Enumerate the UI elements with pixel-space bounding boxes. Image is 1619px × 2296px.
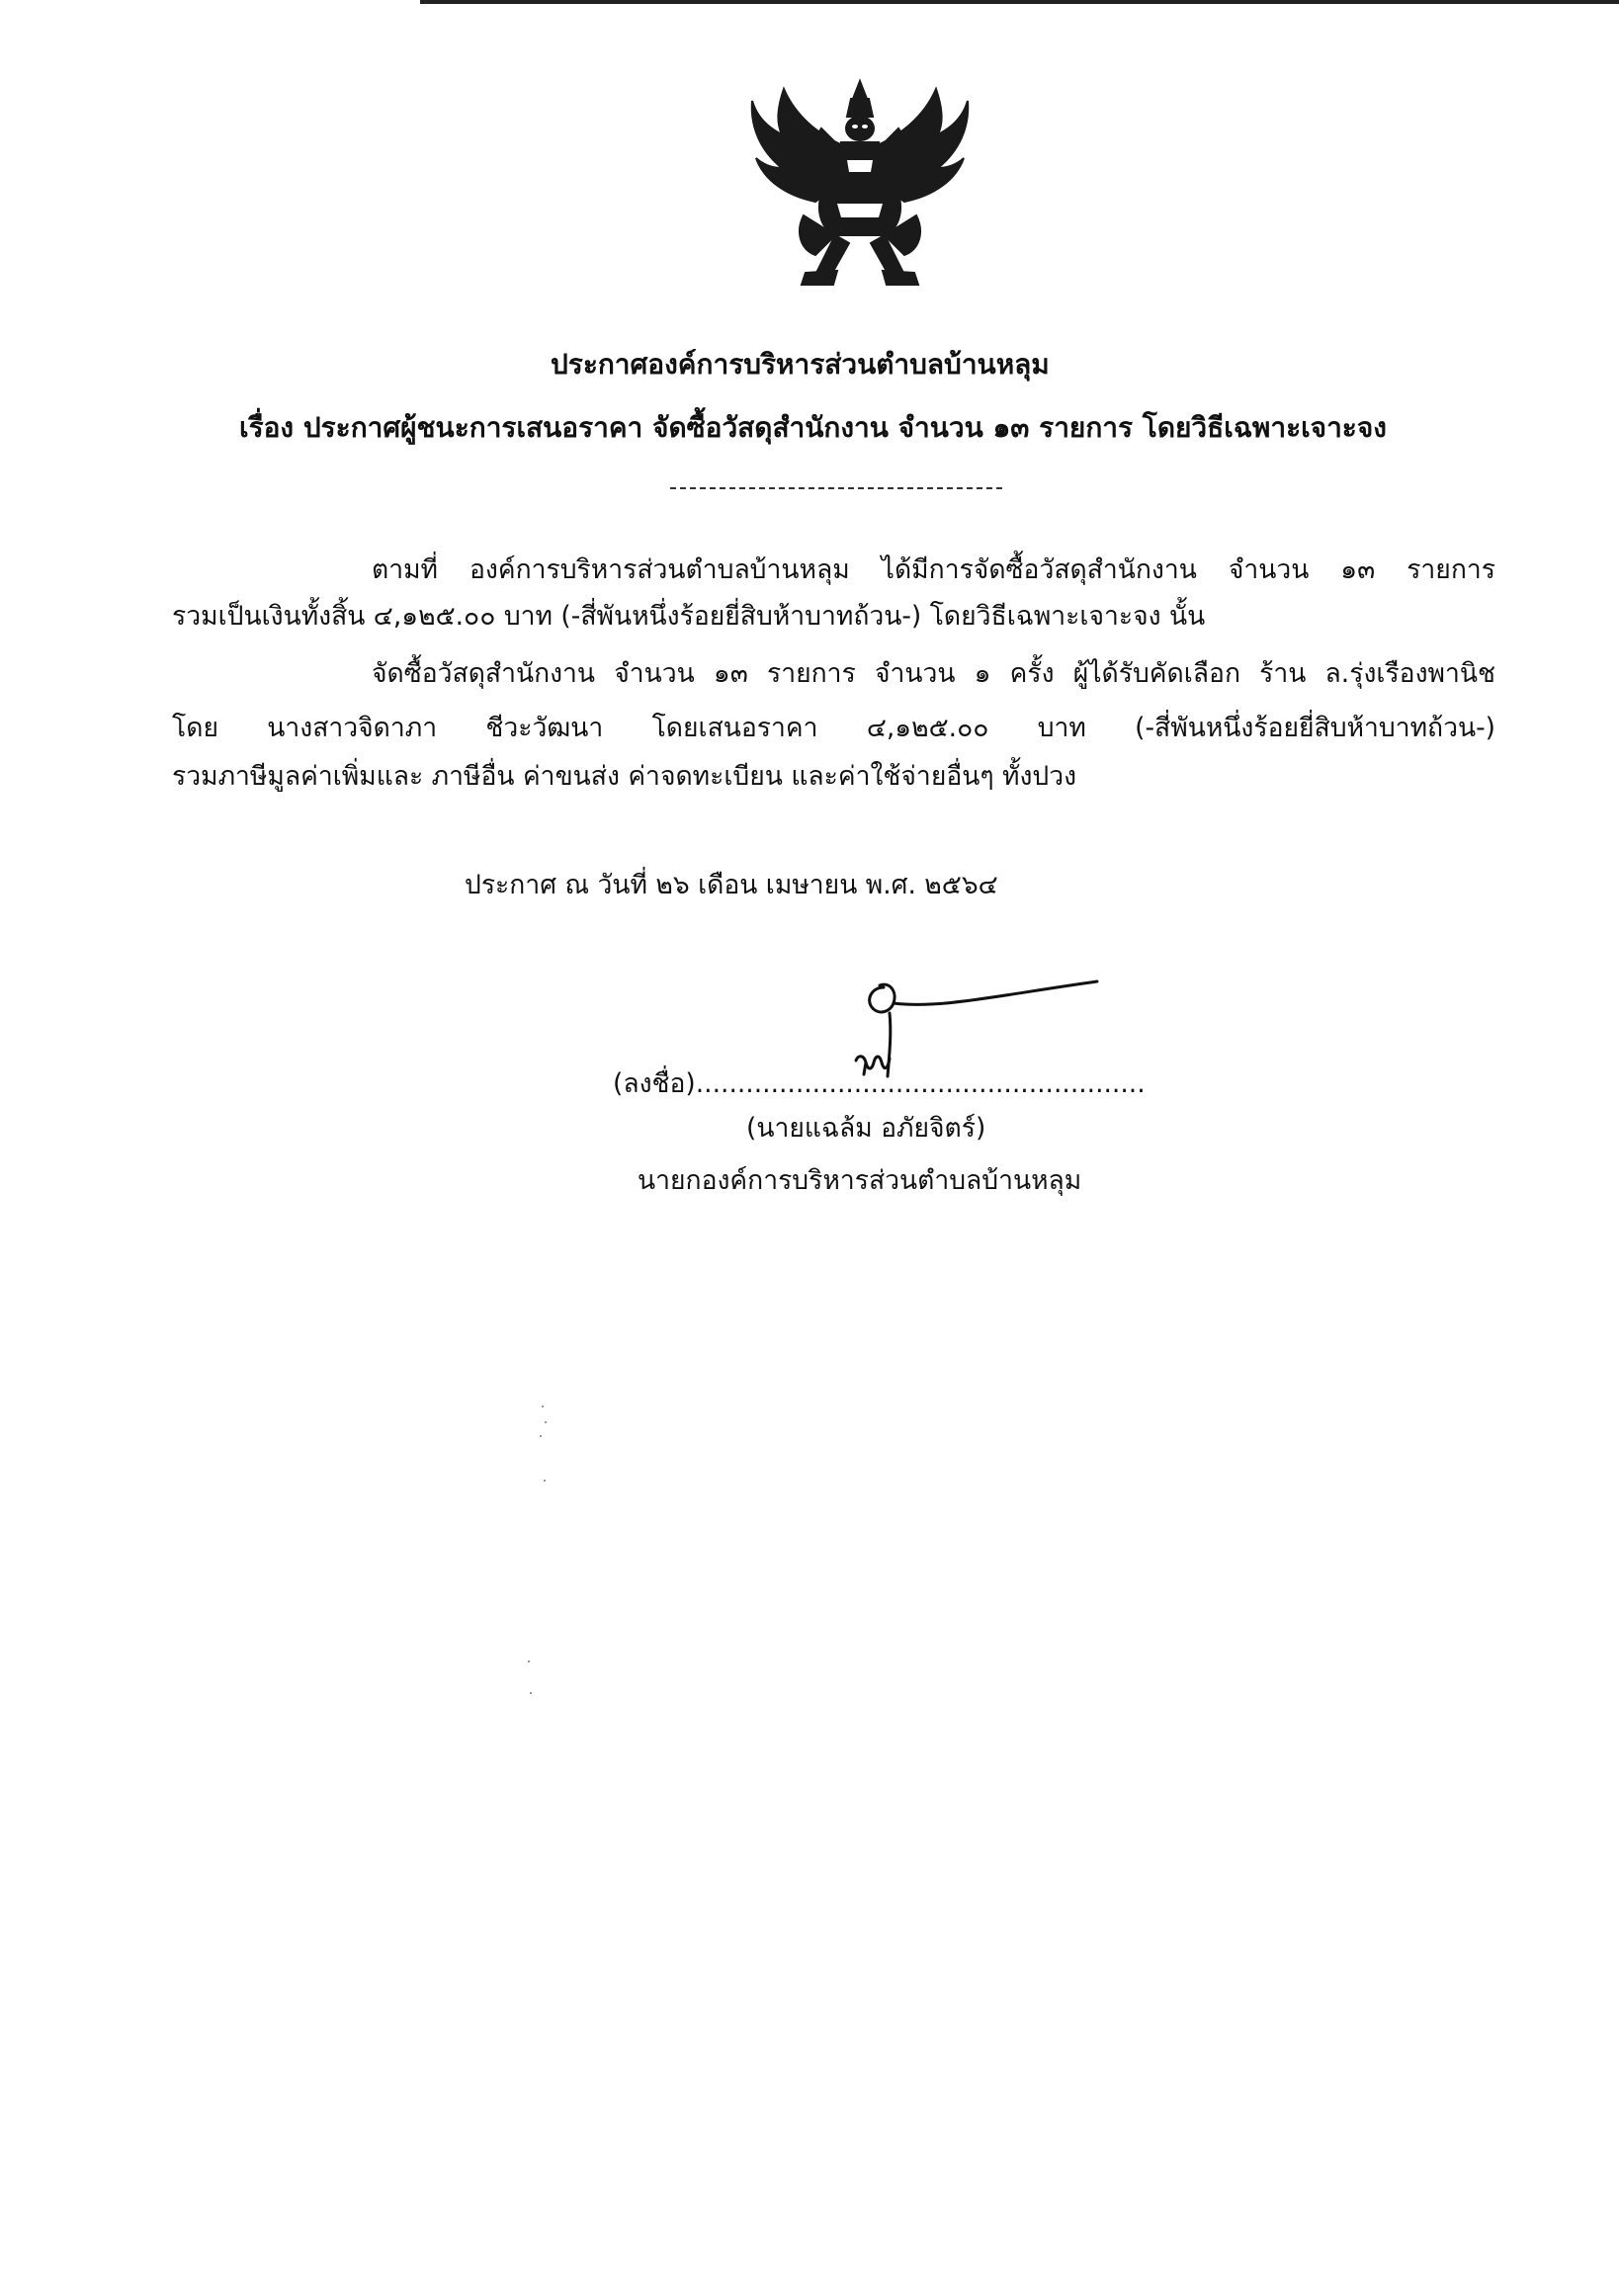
- garuda-emblem: [726, 77, 993, 295]
- paragraph-1-line-2: รวมเป็นเงินทั้งสิ้น ๔,๑๒๕.๐๐ บาท (-สี่พันหนึ่งร้อยยี่สิบห้าบาทถ้วน-) โดยวิธีเฉพาะเจาะจง นั้น: [172, 601, 1206, 632]
- announcement-subject: เรื่อง ประกาศผู้ชนะการเสนอราคา จัดซื้อวัสดุสำนักงาน จำนวน ๑๓ รายการ โดยวิธีเฉพาะเจาะจง: [239, 411, 1387, 444]
- signatory-position: นายกองค์การบริหารส่วนตำบลบ้านหลุม: [638, 1165, 1082, 1196]
- scan-speck: [545, 1421, 547, 1423]
- paragraph-1-line-1: ตามที่ องค์การบริหารส่วนตำบลบ้านหลุม ได้มีการจัดซื้อวัสดุสำนักงาน จำนวน ๑๓ รายการ: [372, 554, 1495, 585]
- paragraph-2-line-1: จัดซื้อวัสดุสำนักงาน จำนวน ๑๓ รายการ จำนวน ๑ ครั้ง ผู้ได้รับคัดเลือก ร้าน ล.รุ่งเรืองพานิช: [372, 658, 1495, 689]
- signature-line: (ลงชื่อ)......................................................: [613, 1068, 1146, 1099]
- scan-speck: [544, 1480, 546, 1482]
- header-divider: [670, 487, 1002, 489]
- announcement-title: ประกาศองค์การบริหารส่วนตำบลบ้านหลุม: [551, 348, 1050, 381]
- scan-speck: [540, 1435, 542, 1437]
- announcement-date: ประกาศ ณ วันที่ ๒๖ เดือน เมษายน พ.ศ. ๒๕๖๔: [465, 870, 998, 900]
- paragraph-2-line-3: รวมภาษีมูลค่าเพิ่มและ ภาษีอื่น ค่าขนส่ง ค่าจดทะเบียน และค่าใช้จ่ายอื่นๆ ทั้งปวง: [172, 761, 1077, 792]
- scan-speck: [530, 1692, 532, 1694]
- signatory-name: (นายแฉล้ม อภัยจิตร์): [746, 1113, 986, 1144]
- scan-edge-bar: [420, 0, 1619, 4]
- scan-speck: [528, 1660, 530, 1662]
- scan-speck: [542, 1405, 544, 1407]
- paragraph-2-line-2: โดย นางสาวจิดาภา ชีวะวัฒนา โดยเสนอราคา ๔,๑๒๕.๐๐ บาท (-สี่พันหนึ่งร้อยยี่สิบห้าบาทถ้วน-): [172, 713, 1495, 743]
